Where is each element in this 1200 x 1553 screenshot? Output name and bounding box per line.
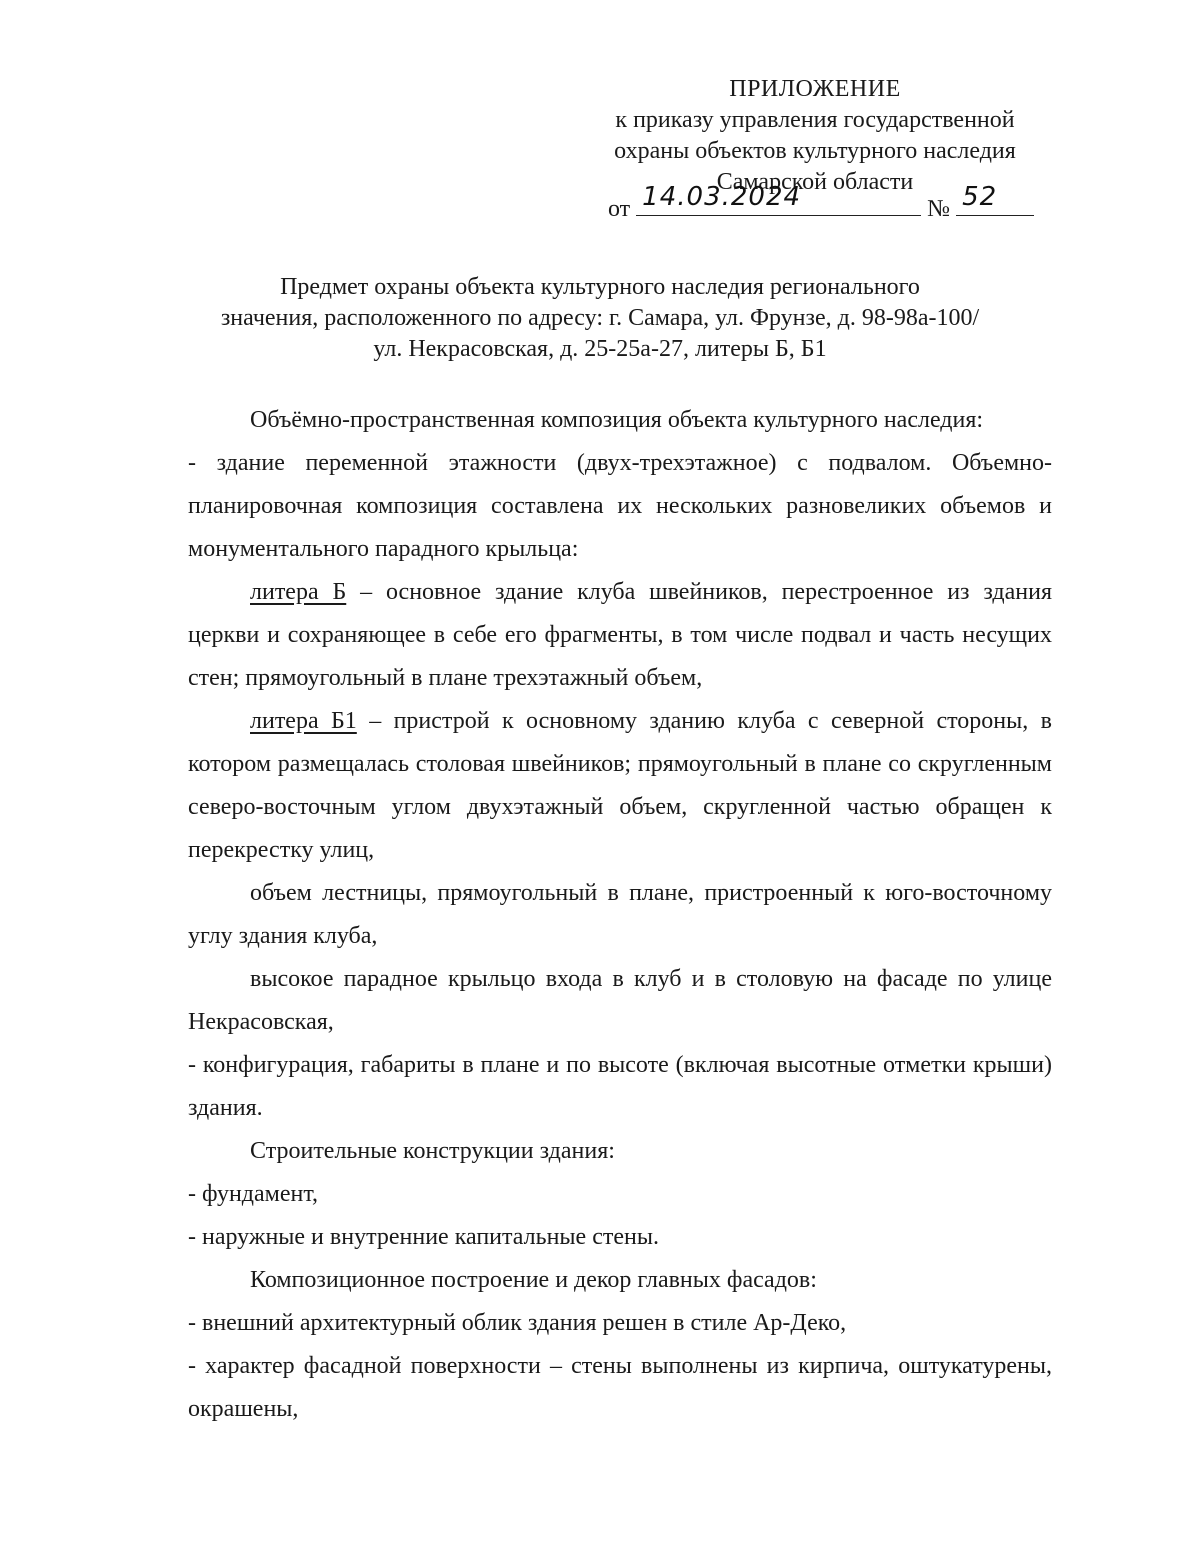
litera-label: литера Б1 — [250, 708, 357, 734]
subject-line: ул. Некрасовская, д. 25-25а-27, литеры Б, Б1 — [373, 336, 827, 362]
list-item: - внешний архитектурный облик здания решен в стиле Ар-Деко, — [188, 1310, 847, 1336]
appendix-line: к приказу управления государственной — [615, 107, 1015, 133]
document-body — [188, 399, 1052, 1431]
paragraph-text: – основное здание клуба швейников, перестроенное из здания церкви и сохраняющее в себе его фрагменты, в том числе подвал и часть несущих стен; прямоугольный в плане трехэтажный объем, — [188, 579, 1052, 691]
date-prefix: от — [608, 196, 631, 222]
appendix-line: Самарской области — [716, 169, 914, 195]
number-prefix: № — [927, 196, 951, 222]
appendix-title: ПРИЛОЖЕНИЕ — [729, 76, 901, 102]
section-heading: Объёмно-пространственная композиция объекта культурного наследия: — [250, 407, 984, 433]
handwritten-date: 14.03.2024 — [642, 182, 802, 212]
appendix-line: охраны объектов культурного наследия — [614, 138, 1016, 164]
list-item: - характер фасадной поверхности – стены выполнены из кирпича, оштукатурены, окрашены, — [188, 1353, 1052, 1422]
list-item: - фундамент, — [188, 1181, 319, 1207]
paragraph: объем лестницы, прямоугольный в плане, пристроенный к юго-восточному углу здания клуба, — [188, 880, 1052, 949]
paragraph: - конфигурация, габариты в плане и по высоте (включая высотные отметки крыши) здания. — [188, 1052, 1052, 1121]
paragraph — [188, 571, 1052, 700]
number-field — [956, 182, 1034, 216]
subject-line: Предмет охраны объекта культурного наследия регионального — [280, 274, 920, 300]
section-heading: Строительные конструкции здания: — [250, 1138, 615, 1164]
paragraph: высокое парадное крыльцо входа в клуб и в столовую на фасаде по улице Некрасовская, — [188, 966, 1052, 1035]
subject-line: значения, расположенного по адресу: г. Самара, ул. Фрунзе, д. 98-98а-100/ — [220, 305, 980, 331]
litera-label: литера Б — [250, 579, 347, 605]
document-subject — [150, 272, 1050, 365]
list-item: - наружные и внутренние капитальные стены. — [188, 1224, 659, 1250]
handwritten-number: 52 — [962, 182, 998, 212]
paragraph — [188, 700, 1052, 872]
paragraph-text: – пристрой к основному зданию клуба с северной стороны, в котором размещалась столовая швейников; прямоугольный в плане со скругленным северо-восточным углом двухэтажный объем, скругленной частью обращен к перекрестку улиц, — [188, 708, 1052, 863]
appendix-header — [580, 74, 1050, 198]
paragraph: - здание переменной этажности (двух-трехэтажное) с подвалом. Объемно-планировочная композиция составлена их нескольких разновеликих объемов и монументального парадного крыльца: — [188, 450, 1052, 562]
section-heading: Композиционное построение и декор главных фасадов: — [250, 1267, 817, 1293]
